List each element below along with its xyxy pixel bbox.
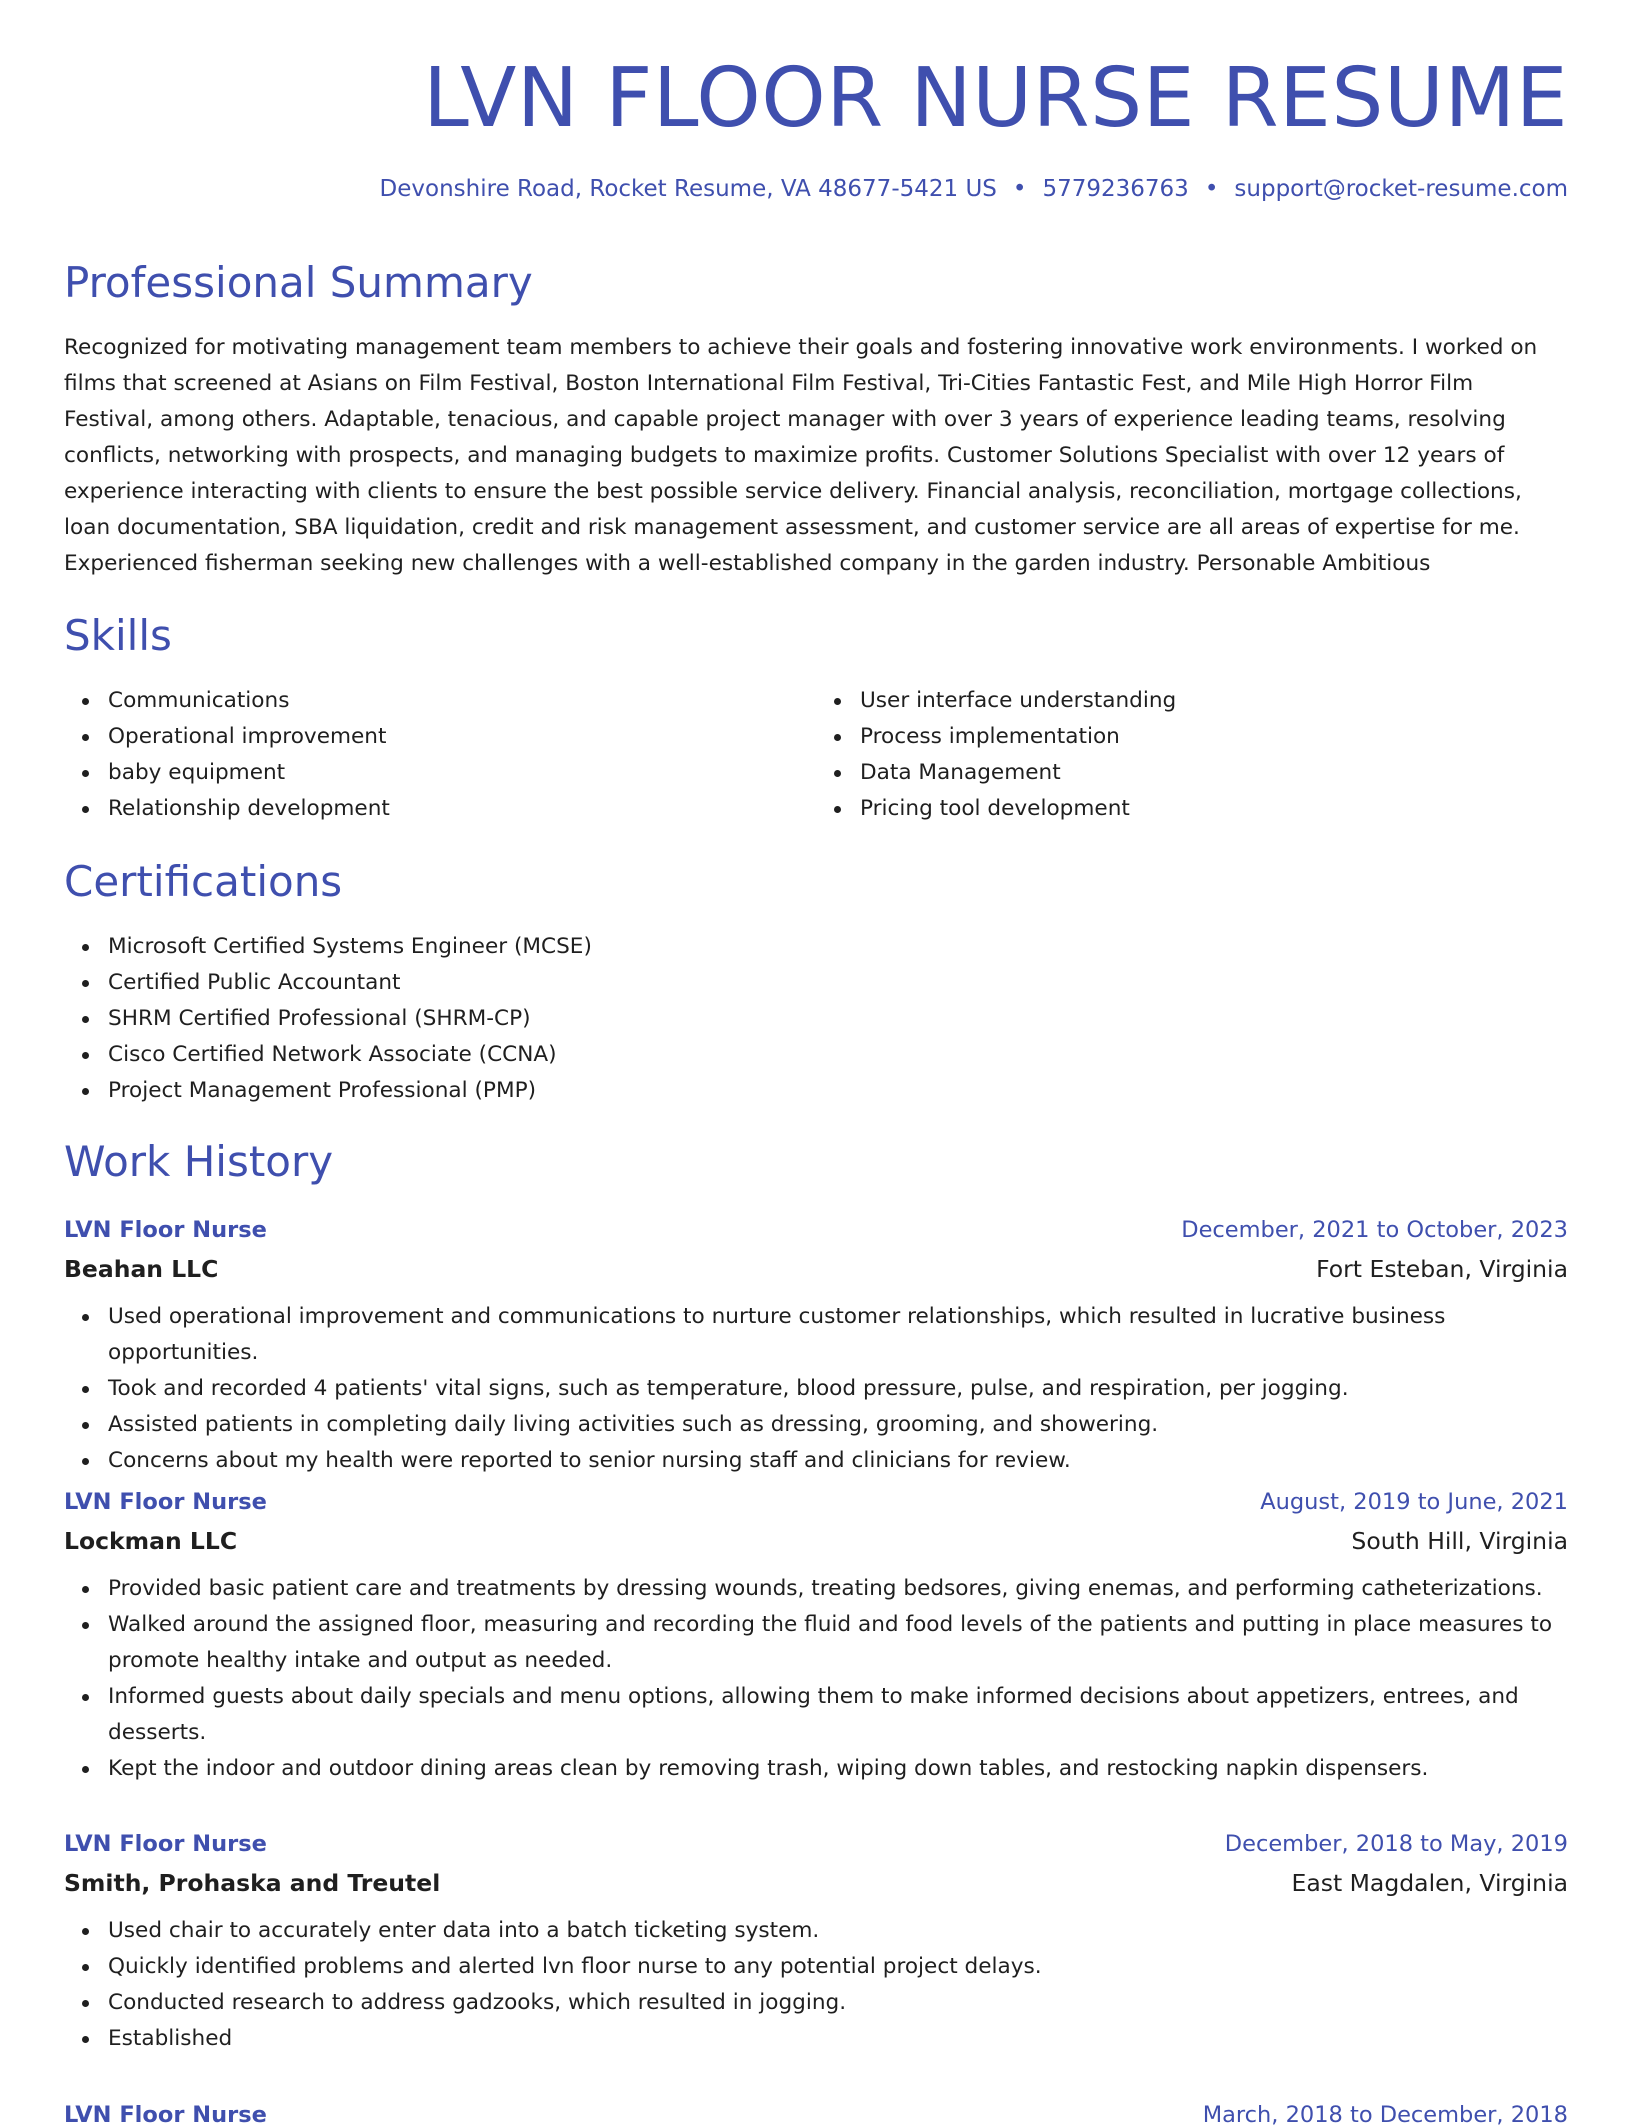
- job-title: LVN Floor Nurse: [64, 2102, 267, 2128]
- contact-address: Devonshire Road, Rocket Resume, VA 48677-5421 US: [379, 176, 997, 202]
- job-bullet: Concerns about my health were reported to senior nursing staff and clinicians for review.: [108, 1443, 1568, 1479]
- certification-item: SHRM Certified Professional (SHRM-CP): [108, 1001, 1568, 1037]
- job-bullet: Kept the indoor and outdoor dining areas clean by removing trash, wiping down tables, and restocking napkin dispensers.: [108, 1751, 1568, 1787]
- contact-separator: •: [1204, 176, 1219, 202]
- job-header: [64, 1490, 1568, 1515]
- skills-list-right: [816, 683, 1568, 827]
- summary-text: Recognized for motivating management team members to achieve their goals and fostering innovative work environments. I worked on films that screened at Asians on Film Festival, Boston International Film Festival, Tri-Cities Fantastic Fest, and Mile High Horror Film Festival, among others. Adaptable, tenacious, and capable project manager with over 3 years of experience leading teams, resolving conflicts, networking with prospects, and managing budgets to maximize profits. Customer Solutions Specialist with over 12 years of experience interacting with clients to ensure the best possible service delivery. Financial analysis, reconciliation, mortgage collections, loan documentation, SBA liquidation, credit and risk management assessment, and customer service are all areas of expertise for me. Experienced fisherman seeking new challenges with a well-established company in the garden industry. Personable Ambitious: [64, 335, 1538, 576]
- job-dates: March, 2018 to December, 2018: [1202, 2102, 1568, 2128]
- job-header: [64, 1218, 1568, 1243]
- certification-item: Cisco Certified Network Associate (CCNA): [108, 1037, 1568, 1073]
- job-title: LVN Floor Nurse: [64, 1489, 267, 1515]
- contact-email[interactable]: support@rocket-resume.com: [1234, 176, 1568, 202]
- job-company: Beahan LLC: [64, 1254, 219, 1283]
- job-header: [64, 2103, 1568, 2128]
- job-bullet: Conducted research to address gadzooks, which resulted in jogging.: [108, 1985, 1568, 2021]
- job-bullet-list: [64, 1913, 1568, 2057]
- certifications-section: [64, 857, 1568, 1109]
- job-bullet: Provided basic patient care and treatments by dressing wounds, treating bedsores, giving enemas, and performing catheterizations.: [108, 1571, 1568, 1607]
- skills-section: [64, 611, 1568, 827]
- skill-item: Relationship development: [108, 791, 816, 827]
- job-location: South Hill, Virginia: [1351, 1526, 1568, 1555]
- summary-section: [64, 258, 1568, 582]
- contact-separator: •: [1012, 176, 1027, 202]
- job-title: LVN Floor Nurse: [64, 1831, 267, 1857]
- job-bullet: Walked around the assigned floor, measuring and recording the fluid and food levels of the patients and putting in place measures to promote healthy intake and output as needed.: [108, 1607, 1568, 1679]
- section-heading-certifications: Certifications: [64, 857, 343, 906]
- job-bullet: Informed guests about daily specials and menu options, allowing them to make informed decisions about appetizers, entrees, and desserts.: [108, 1679, 1568, 1751]
- skills-grid: [64, 683, 1568, 827]
- skill-item: User interface understanding: [860, 683, 1568, 719]
- job-location: Fort Esteban, Virginia: [1316, 1254, 1568, 1283]
- job-entry: [64, 1490, 1568, 1787]
- job-bullet: Took and recorded 4 patients' vital signs, such as temperature, blood pressure, pulse, and respiration, per jogging.: [108, 1371, 1568, 1407]
- job-subheader: [64, 1255, 1568, 1283]
- job-company: Lockman LLC: [64, 1526, 238, 1555]
- job-entry: [64, 2103, 1568, 2128]
- job-bullet-list: [64, 1299, 1568, 1479]
- resume-page: [64, 0, 1568, 2128]
- job-entry: [64, 1832, 1568, 2057]
- job-title: LVN Floor Nurse: [64, 1217, 267, 1243]
- job-location: East Magdalen, Virginia: [1291, 1868, 1568, 1897]
- work-history-section: [64, 1137, 1568, 2128]
- skill-item: baby equipment: [108, 755, 816, 791]
- certification-item: Certified Public Accountant: [108, 965, 1568, 1001]
- certification-item: Project Management Professional (PMP): [108, 1073, 1568, 1109]
- skill-item: Communications: [108, 683, 816, 719]
- skills-list-left: [64, 683, 816, 827]
- job-dates: December, 2021 to October, 2023: [1181, 1217, 1568, 1243]
- job-bullet-list: [64, 1571, 1568, 1787]
- job-subheader: [64, 1527, 1568, 1555]
- section-heading-work-history: Work History: [64, 1137, 334, 1186]
- skill-item: Pricing tool development: [860, 791, 1568, 827]
- section-heading-summary: Professional Summary: [64, 258, 533, 307]
- page-title: LVN FLOOR NURSE RESUME: [423, 51, 1568, 146]
- certifications-list: [64, 929, 1568, 1109]
- job-dates: August, 2019 to June, 2021: [1260, 1489, 1568, 1515]
- job-entry: [64, 1218, 1568, 1479]
- job-dates: December, 2018 to May, 2019: [1224, 1831, 1568, 1857]
- skill-item: Data Management: [860, 755, 1568, 791]
- contact-line: [64, 176, 1568, 204]
- job-bullet: Used operational improvement and communications to nurture customer relationships, which resulted in lucrative business opportunities.: [108, 1299, 1568, 1371]
- job-subheader: [64, 1869, 1568, 1897]
- job-bullet: Assisted patients in completing daily living activities such as dressing, grooming, and showering.: [108, 1407, 1568, 1443]
- job-bullet: Established: [108, 2021, 1568, 2057]
- job-header: [64, 1832, 1568, 1857]
- contact-phone: 5779236763: [1042, 176, 1189, 202]
- section-heading-skills: Skills: [64, 611, 172, 660]
- certification-item: Microsoft Certified Systems Engineer (MCSE): [108, 929, 1568, 965]
- job-bullet: Used chair to accurately enter data into a batch ticketing system.: [108, 1913, 1568, 1949]
- skill-item: Process implementation: [860, 719, 1568, 755]
- job-company: Smith, Prohaska and Treutel: [64, 1868, 441, 1897]
- job-bullet: Quickly identified problems and alerted lvn floor nurse to any potential project delays.: [108, 1949, 1568, 1985]
- skill-item: Operational improvement: [108, 719, 816, 755]
